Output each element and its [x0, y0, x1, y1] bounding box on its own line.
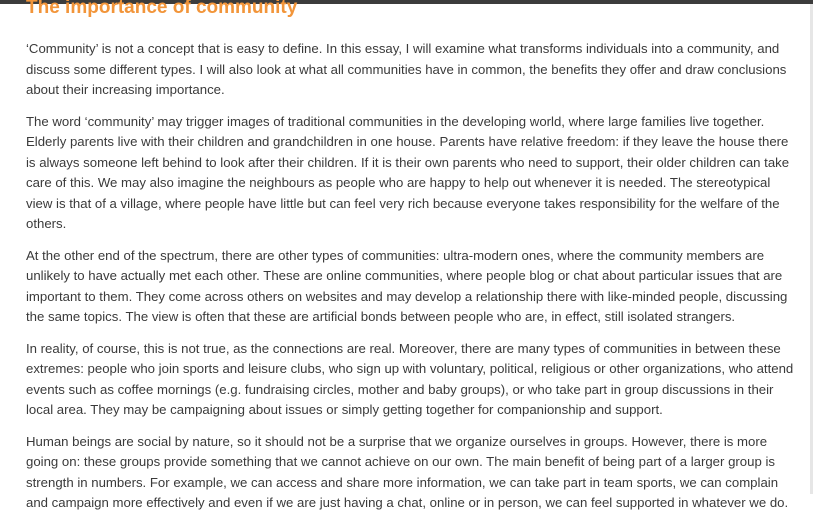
paragraph-intro: ‘Community’ is not a concept that is easy to define. In this essay, I will examine what transforms individuals into a community, and discuss some different types. I will also look at what all communities have in common, the benefits they offer and draw conclusions about their increasing importance.	[26, 41, 787, 97]
paragraph-online: At the other end of the spectrum, there are other types of communities: ultra-modern ones, where the community members are unlikely to have actually met each other. These are online communities, where people blog or chat about particular issues that are important to them. They come across others on websites and may develop a relationship there with like-minded people, discussing the same topics. The view is often that these are artificial bonds between people who are, in effect, still isolated strangers.	[26, 247, 788, 324]
paragraph-social-nature: Human beings are social by nature, so it should not be a surprise that we organize ourselves in groups. However, there is more going on: these groups provide something that we cannot achieve on our own. The main benefit of being part of a larger group is strength in numbers. For example, we can access and share more information, we can take part in team sports, we can complain and campaign more effectively and even if we are just having a chat, online or in person, we can feel supported in whatever we do.	[26, 433, 789, 510]
paragraph-reality: In reality, of course, this is not true, as the connections are real. Moreover, there are many types of communities in between these extremes: people who join sports and leisure clubs, who sign up with voluntary, political, religious or other organizations, who attend events such as coffee mornings (e.g. fundraising circles, mother and baby groups), or who take part in group discussions in their local area. They may be campaigning about issues or simply getting together for companionship and support.	[26, 340, 794, 417]
paragraph-traditional: The word ‘community’ may trigger images of traditional communities in the developing world, where large families live together. Elderly parents live with their children and grandchildren in one house. Parents have relative freedom: if they leave the house there is always someone left behind to look after their children. If it is their own parents who need to support, their older children can take care of this. We may also imagine the neighbours as people who are happy to help out whenever it is needed. The stereotypical view is that of a village, where people have little but can feel very rich because everyone takes responsibility for the welfare of the others.	[26, 113, 790, 231]
article-title: The importance of community	[26, 0, 298, 18]
article-body	[26, 39, 794, 525]
